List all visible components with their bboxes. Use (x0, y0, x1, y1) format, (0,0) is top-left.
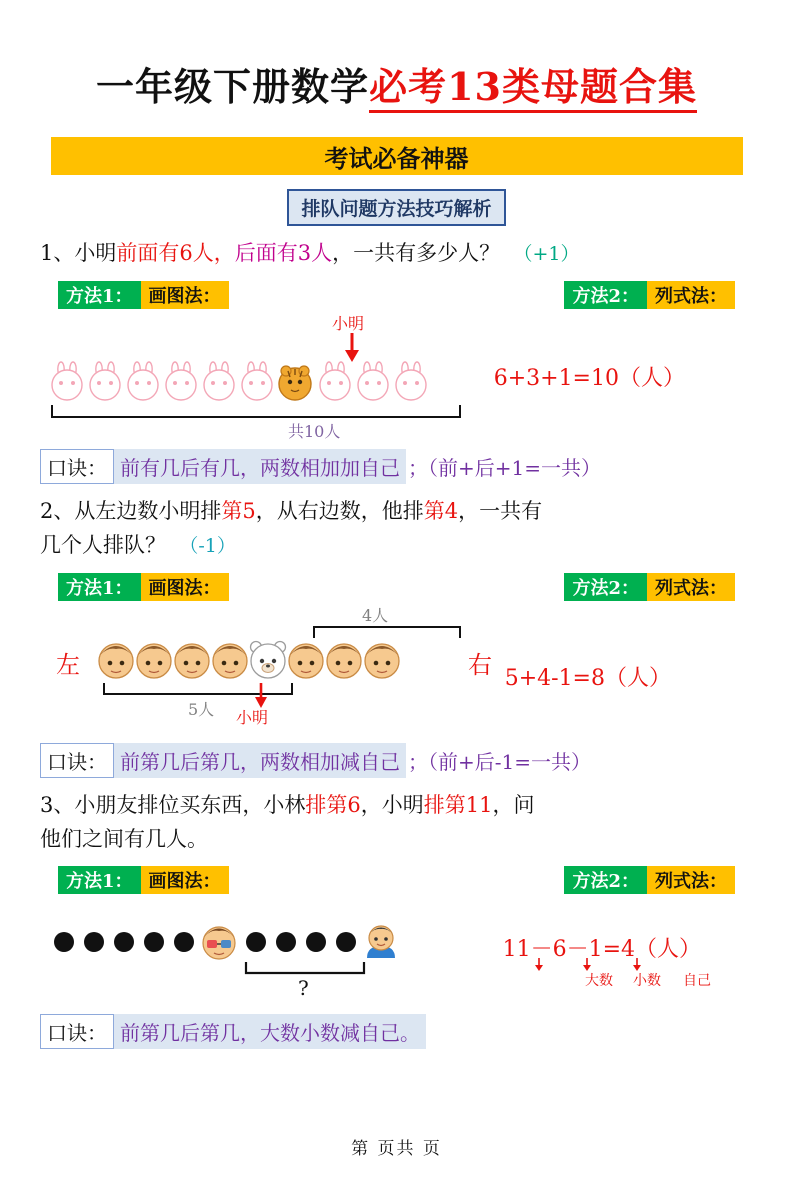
q1-note: （+1） (513, 243, 580, 265)
q1-koujue (40, 449, 753, 484)
q2-draw-label: 画图法： (141, 573, 229, 601)
q2-caption-5: 5人 (188, 700, 215, 719)
q2-part1: 2、从左边数小明排 (40, 499, 222, 523)
q3-koujue-label: 口诀： (40, 1014, 114, 1049)
q3-part3: ，问 (492, 793, 535, 817)
q2-figure (40, 603, 753, 733)
banner-exam-tool (51, 137, 743, 175)
q3-method-tags (40, 866, 753, 896)
q3-xiaolin-icon (203, 927, 235, 959)
q2-part2: ，从右边数，他排 (255, 499, 424, 523)
q2-method2-label: 方法2： (564, 573, 647, 601)
worksheet-page (0, 56, 793, 1177)
q1-prefix: 1、小明 (40, 241, 117, 265)
q3-eleventh: 排第11 (423, 793, 493, 817)
q3-method2-label: 方法2： (564, 866, 647, 894)
q1-koujue-label: 口诀： (40, 449, 114, 484)
page-footer (0, 1134, 793, 1159)
q3-question-mark: ? (298, 976, 309, 1000)
q1-figure (40, 311, 753, 439)
q2-xiaoming-label: 小明 (236, 708, 269, 727)
q1-animal-row (48, 359, 468, 405)
q2-fifth: 第5 (221, 499, 256, 523)
q3-method1-tag (58, 866, 229, 894)
q3-koujue (40, 1014, 753, 1049)
page-title (40, 56, 753, 111)
q2-part4: 几个人排队？ (40, 533, 166, 557)
page-title-black: 一年级下册数学 (96, 64, 370, 109)
q1-xiaoming-label: 小明 (332, 314, 365, 333)
q3-draw-label: 画图法： (141, 866, 229, 894)
page-footer-label: 第 页共 页 (351, 1139, 442, 1159)
q3-part2: ，小明 (360, 793, 424, 817)
q2-koujue-body: 前第几后第几，两数相加减自己 (114, 743, 406, 778)
q3-part1: 3、小朋友排位买东西，小林 (40, 793, 306, 817)
q1-formula-label: 列式法： (647, 281, 735, 309)
q2-fourth: 第4 (423, 499, 459, 523)
q2-formula: 5+4-1=8（人） (504, 666, 671, 691)
q2-method-tags (40, 573, 753, 603)
q2-koujue (40, 743, 753, 778)
q3-method2-tag (564, 866, 735, 894)
question-2-text (40, 494, 753, 528)
q2-label-left: 左 (56, 651, 80, 679)
q3-figure (40, 896, 753, 1004)
q2-method1-tag (58, 573, 229, 601)
q3-part4: 他们之间有几人。 (40, 827, 208, 851)
q1-draw-label: 画图法： (141, 281, 229, 309)
q1-tiger-icon (279, 366, 311, 400)
q2-brace-right (312, 625, 462, 639)
q1-front: 前面有6人， (116, 241, 235, 265)
q1-koujue-tail: ；（前+后+1=一共） (408, 456, 601, 480)
question-1-text (40, 236, 753, 271)
question-3-text-line2 (40, 822, 753, 856)
q2-method1-label: 方法1： (58, 573, 141, 601)
question-2-text-line2 (40, 528, 753, 563)
q3-ann-small: 小数 (633, 973, 661, 989)
q3-sixth: 排第6 (305, 793, 361, 817)
q2-koujue-tail: ；（前+后-1=一共） (408, 750, 591, 774)
q2-label-right: 右 (468, 651, 492, 679)
q1-tail: ，一共有多少人？ (332, 241, 501, 265)
question-3-text (40, 788, 753, 822)
q1-method2-tag (564, 281, 735, 309)
subbanner-topic: 排队问题方法技巧解析 (287, 189, 505, 226)
q2-method2-tag (564, 573, 735, 601)
q3-ann-big: 大数 (585, 973, 613, 989)
q1-method2-label: 方法2： (564, 281, 647, 309)
q1-total-brace (50, 405, 462, 421)
q3-xiaoming-icon (367, 926, 395, 958)
q2-note: （-1） (179, 535, 236, 557)
q2-people-row (98, 639, 470, 683)
q3-method1-label: 方法1： (58, 866, 141, 894)
q2-bear-icon (251, 642, 286, 679)
q3-dot-row (50, 924, 410, 960)
q1-method1-tag (58, 281, 229, 309)
q1-method1-label: 方法1： (58, 281, 141, 309)
q3-formula: 11－6－1=4（人） (502, 937, 701, 962)
q2-part3: ，一共有 (458, 499, 543, 523)
q3-koujue-body: 前第几后第几，大数小数减自己。 (114, 1014, 426, 1049)
q3-formula-label: 列式法： (647, 866, 735, 894)
q1-method-tags (40, 281, 753, 311)
q1-formula: 6+3+1=10（人） (493, 366, 685, 391)
banner-label: 考试必备神器 (324, 143, 469, 173)
q3-ann-self: 自己 (683, 973, 711, 989)
q2-koujue-label: 口诀： (40, 743, 114, 778)
q2-formula-label: 列式法： (647, 573, 735, 601)
q1-total-caption: 共10人 (288, 422, 341, 441)
subbanner-wrap (40, 189, 753, 226)
q1-back: 后面有3人 (234, 241, 333, 265)
q1-koujue-body: 前有几后有几，两数相加加自己 (114, 449, 406, 484)
q3-between-brace (244, 962, 366, 976)
page-title-red: 必考13类母题合集 (369, 64, 697, 113)
q2-caption-4: 4人 (362, 606, 389, 625)
